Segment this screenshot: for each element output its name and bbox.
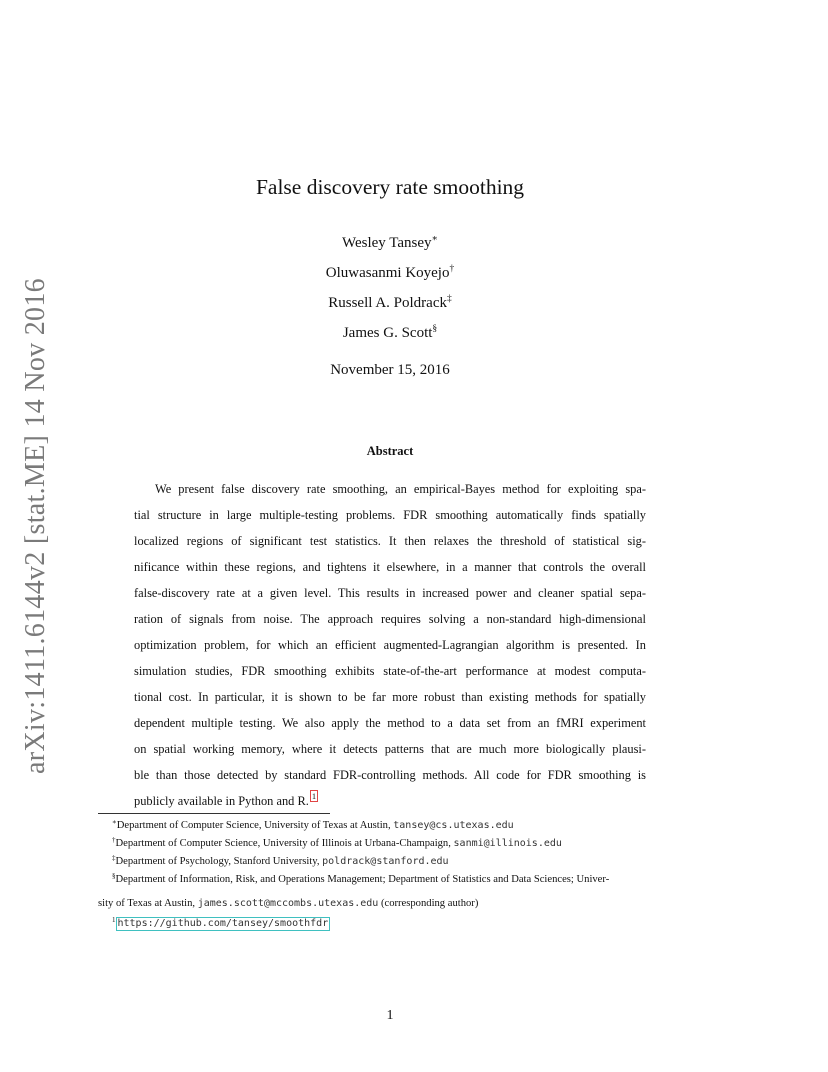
abstract-line: ration of signals from noise. The approach requires solving a non-standard high-dimensional (134, 612, 646, 626)
abstract-line: We present false discovery rate smoothing, an empirical-Bayes method for exploiting spa- (155, 482, 646, 496)
abstract-line: tial structure in large multiple-testing problems. FDR smoothing automatically finds spatially (134, 508, 646, 522)
footnote-mark: ∗ (112, 818, 117, 826)
footnote-link-1[interactable]: 1 (311, 791, 317, 801)
abstract-line: tional cost. In particular, it is shown to be far more robust than existing methods for spatially (134, 690, 646, 704)
author-name-text: James G. Scott (342, 325, 433, 341)
author-name-text: Russell A. Poldrack (328, 295, 447, 311)
footnote-affiliation (112, 837, 562, 851)
abstract-body (134, 476, 646, 814)
author-affiliation-mark: ‡ (447, 294, 452, 304)
author-name (0, 323, 780, 343)
footnote-mark: ‡ (112, 854, 116, 862)
footnote-email: tansey@cs.utexas.edu (393, 820, 514, 831)
github-repo-link[interactable]: https://github.com/tansey/smoothfdr (117, 918, 329, 929)
arxiv-identifier-stamp: arXiv:1411.6144v2 [stat.ME] 14 Nov 2016 (20, 278, 51, 774)
footnote-mark: 1 (112, 916, 116, 924)
abstract-last-line-text: publicly available in Python and R. (134, 794, 309, 808)
footnote-divider (98, 813, 330, 814)
abstract-line: optimization problem, for which an efficient augmented-Lagrangian algorithm is presented. In (134, 638, 646, 652)
author-name (0, 233, 780, 253)
publication-date: November 15, 2016 (330, 362, 450, 378)
abstract-line: simulation studies, FDR smoothing exhibits state-of-the-art performance at modest computa- (134, 664, 646, 678)
footnote-text: Department of Computer Science, University of Texas at Austin, (116, 820, 394, 831)
footnote-email: james.scott@mccombs.utexas.edu (197, 898, 379, 909)
abstract-line: false-discovery rate at a given level. This results in increased power and cleaner spatial sepa- (134, 586, 646, 600)
page-number: 1 (386, 1008, 394, 1023)
footnote-code-link (112, 917, 330, 931)
footnote-text: Department of Information, Risk, and Operations Management; Department of Statistics and Data Sciences; Univer- (115, 874, 610, 885)
footnote-text: Department of Psychology, Stanford University, (115, 856, 323, 867)
footnote-affiliation (112, 819, 514, 833)
abstract-line: on spatial working memory, where it detects patterns that are much more biologically plausi- (134, 742, 646, 756)
footnote-text-suffix: (corresponding author) (378, 898, 479, 909)
author-name-text: Wesley Tansey (342, 235, 432, 251)
footnote-text: Department of Computer Science, University of Illinois at Urbana-Champaign, (115, 838, 454, 849)
footnote-mark: § (112, 872, 116, 880)
abstract-line: localized regions of significant test statistics. It then relaxes the threshold of statistical sig- (134, 534, 646, 548)
footnote-email: sanmi@illinois.edu (453, 838, 562, 849)
abstract-line: nificance within these regions, and tightens it elsewhere, in a manner that controls the overall (134, 560, 646, 574)
author-affiliation-mark: ∗ (431, 234, 438, 244)
footnote-affiliation-continued (98, 897, 478, 911)
abstract-line: dependent multiple testing. We also apply the method to a data set from an fMRI experiment (134, 716, 646, 730)
author-name (0, 293, 780, 313)
footnote-email: poldrack@stanford.edu (322, 856, 449, 867)
footnote-affiliation (112, 873, 609, 887)
abstract-heading: Abstract (366, 444, 414, 458)
paper-title: False discovery rate smoothing (255, 175, 525, 199)
footnote-text: sity of Texas at Austin, (98, 898, 198, 909)
author-affiliation-mark: † (449, 264, 455, 274)
footnote-affiliation (112, 855, 449, 869)
author-affiliation-mark: § (432, 324, 438, 334)
footnote-mark: † (112, 836, 116, 844)
author-name (0, 263, 780, 283)
abstract-last-line (134, 788, 646, 814)
abstract-line: ble than those detected by standard FDR-controlling methods. All code for FDR smoothing is (134, 768, 646, 782)
author-name-text: Oluwasanmi Koyejo (325, 265, 450, 281)
